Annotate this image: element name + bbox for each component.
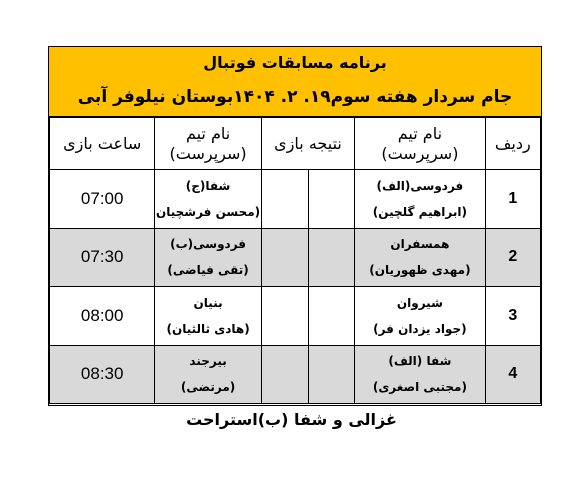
rest-note: غزالی و شفا (ب)استراحت xyxy=(186,410,397,429)
team-b-cell xyxy=(355,170,485,229)
team-b-coach: (مهدی ظهوریان) xyxy=(369,263,471,278)
header-team-b xyxy=(355,118,485,170)
team-b-coach: (مجتبی اصغری) xyxy=(372,380,467,395)
team-b-name: همسفران xyxy=(390,237,450,252)
score-b xyxy=(308,345,355,404)
team-a-coach: (هادی ثالثیان) xyxy=(166,321,250,336)
score-a xyxy=(261,170,308,229)
team-a-cell xyxy=(155,287,261,346)
team-b-name: شفا (الف) xyxy=(388,354,452,369)
team-b-cell xyxy=(355,228,485,287)
table-header-row xyxy=(50,118,541,170)
header-team-a-sub: (سرپرست) xyxy=(169,143,247,163)
team-b-coach: (جواد یزدان فر) xyxy=(373,321,467,336)
match-time: 08:30 xyxy=(50,345,155,404)
score-a xyxy=(261,228,308,287)
team-a-cell xyxy=(155,228,261,287)
row-number: 3 xyxy=(485,287,540,346)
table-row xyxy=(50,345,541,404)
team-a-name: بنیان xyxy=(193,295,223,310)
score-a xyxy=(261,345,308,404)
schedule-table xyxy=(49,117,541,404)
title-band xyxy=(49,47,541,117)
row-number: 1 xyxy=(485,170,540,229)
team-a-cell xyxy=(155,170,261,229)
score-b xyxy=(308,228,355,287)
table-row xyxy=(50,170,541,229)
header-team-b-label: نام تیم xyxy=(397,123,443,143)
match-time: 07:30 xyxy=(50,228,155,287)
score-b xyxy=(308,287,355,346)
team-b-cell xyxy=(355,287,485,346)
header-team-a xyxy=(155,118,261,170)
header-team-b-sub: (سرپرست) xyxy=(381,143,459,163)
team-a-name: فردوسی(ب) xyxy=(170,237,247,252)
header-row: ردیف xyxy=(485,118,540,170)
header-time: ساعت بازی xyxy=(50,118,155,170)
team-a-coach: (مرتضی) xyxy=(180,380,236,395)
header-team-a-label: نام تیم xyxy=(185,123,231,143)
team-b-name: شیروان xyxy=(396,295,443,310)
team-a-coach: (تقی فیاضی) xyxy=(167,263,249,278)
match-time: 08:00 xyxy=(50,287,155,346)
row-number: 2 xyxy=(485,228,540,287)
page-title: برنامه مسابقات فوتبال xyxy=(203,53,387,72)
row-number: 4 xyxy=(485,345,540,404)
team-b-cell xyxy=(355,345,485,404)
team-b-coach: (ابراهیم گلچین) xyxy=(372,204,467,219)
team-a-name: بیرجند xyxy=(189,354,227,369)
table-row xyxy=(50,287,541,346)
table-row xyxy=(50,228,541,287)
match-time: 07:00 xyxy=(50,170,155,229)
team-a-cell xyxy=(155,345,261,404)
score-a xyxy=(261,287,308,346)
schedule-sheet xyxy=(48,46,542,406)
team-a-coach: (محسن فرشچیان xyxy=(156,204,261,219)
team-a-name: شفا(ج) xyxy=(185,178,231,193)
team-b-name: فردوسی(الف) xyxy=(376,178,464,193)
header-result: نتیجه بازی xyxy=(261,118,354,170)
page-subtitle: جام سردار هفته سوم۱۹. ۲. ۱۴۰۴بوستان نیلوفر آبی xyxy=(77,87,513,107)
score-b xyxy=(308,170,355,229)
